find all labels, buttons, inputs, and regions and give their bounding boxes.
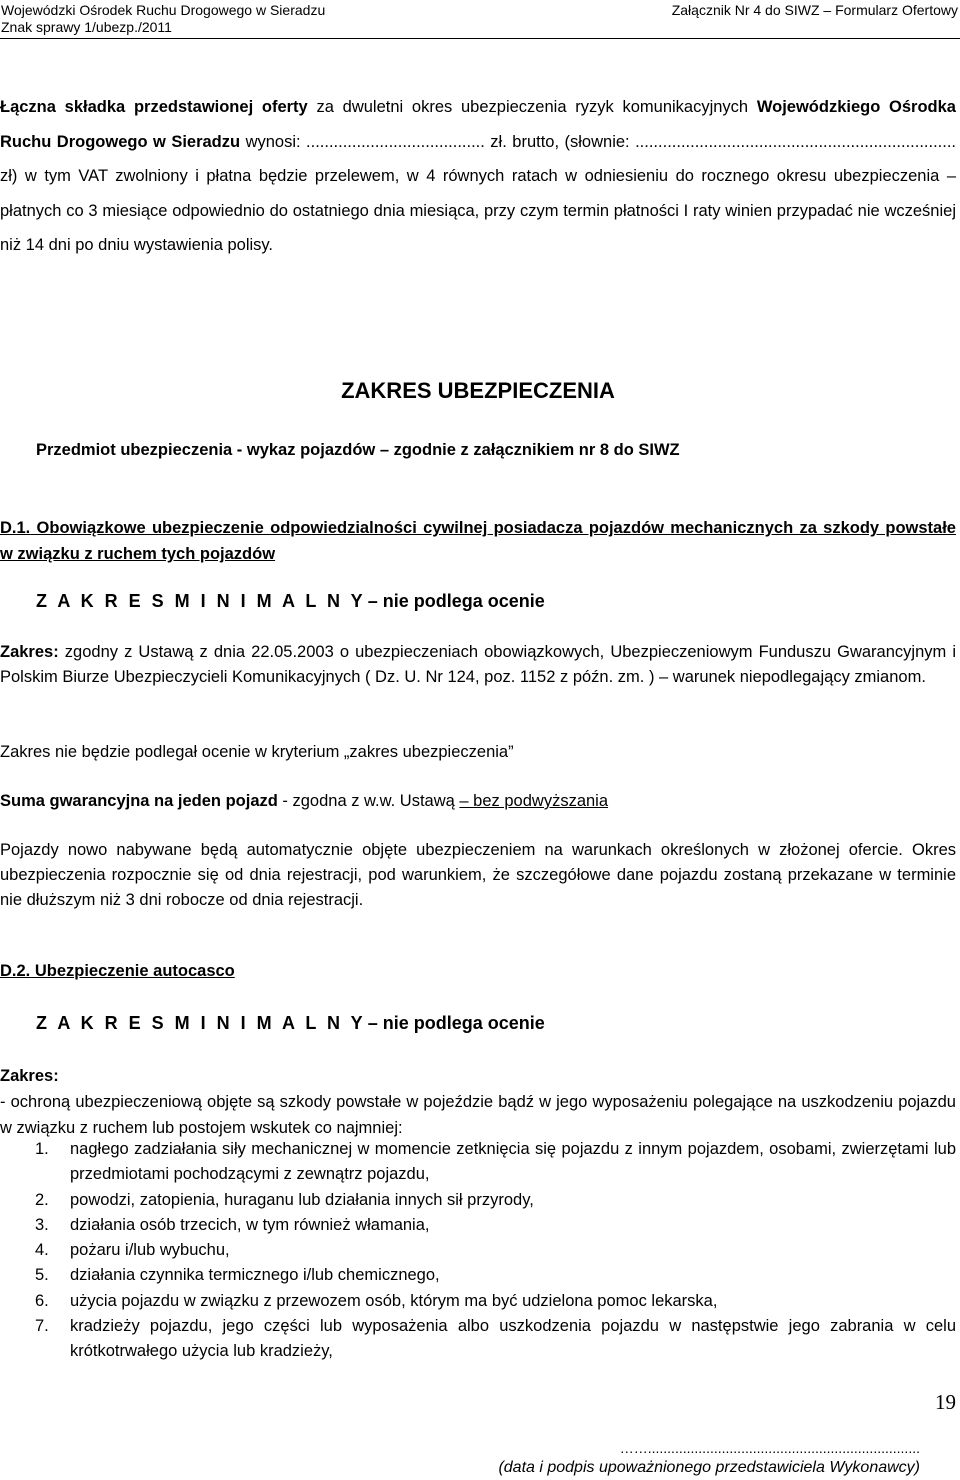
ac-zakres-block: [0, 1063, 956, 1141]
list-item: [0, 1213, 956, 1238]
list-item-number: 4.: [35, 1241, 49, 1260]
list-item-number: 7.: [35, 1317, 49, 1336]
premium-text-2: wynosi: ....................................... zł. brutto, (słownie: ...................................................................... zł) w tym VAT zwolniony i płatna będzie przelewem, w 4 równych ratach w odniesieniu do rocznego okresu ubezpieczenia – płatnych co 3 miesiące odpowiednio do ostatniego dnia miesiąca, przy czym termin płatności I raty winien przypadać nie wcześniej niż 14 dni po dniu wystawienia polisy.: [0, 132, 956, 255]
oc-zakres-paragraph: [0, 640, 956, 690]
list-item: [0, 1289, 956, 1314]
premium-org-name: Wojewódzkiego Ośrodka Ruchu Drogowego w Sieradzu: [0, 98, 956, 151]
oc-zakres-label: Zakres:: [0, 643, 59, 661]
sum-insured-label: Suma gwarancyjna na jeden pojazd: [0, 792, 278, 810]
premium-paragraph: [0, 90, 956, 263]
list-item-text: kradzieży pojazdu, jego części lub wyposażenia albo uszkodzenia pojazdu w następstwie jego zabrania w celu krótkotrwałego użycia lub kradzieży,: [70, 1317, 956, 1361]
zakres-minimalny-rest-ac: – nie podlega ocenie: [362, 1013, 545, 1033]
list-item: [0, 1188, 956, 1213]
sum-insured-no-increase: – bez podwyższania: [459, 792, 609, 810]
zakres-minimalny-ac: [36, 1013, 545, 1034]
d1-heading: [0, 515, 956, 567]
signature-line: ……......................................................................: [619, 1440, 920, 1456]
oc-no-evaluation-note: Zakres nie będzie podlegał ocenie w kryterium „zakres ubezpieczenia”: [0, 743, 514, 761]
signature-caption: (data i podpis upoważnionego przedstawiciela Wykonawcy): [498, 1459, 920, 1476]
d1-text: Obowiązkowe ubezpieczenie odpowiedzialności cywilnej posiadacza pojazdów mechanicznych za szkody powstałe w związku z ruchem tych pojazdów: [0, 519, 956, 563]
zakres-minimalny-spaced: Z A K R E S M I N I M A L N Y: [36, 591, 363, 611]
sum-insured-text: - zgodna z w.w. Ustawą: [277, 792, 460, 810]
oc-zakres-text: zgodny z Ustawą z dnia 22.05.2003 o ubezpieczeniach obowiązkowych, Ubezpieczeniowym Funduszu Gwarancyjnym i Polskim Biurze Ubezpieczycieli Komunikacyjnych ( Dz. U. Nr 124, poz. 1152 z późn. zm. ) – warunek niepodlegający zmianom.: [0, 643, 956, 686]
zakres-minimalny-spaced-ac: Z A K R E S M I N I M A L N Y: [36, 1013, 363, 1033]
list-item-text: działania osób trzecich, w tym również włamania,: [70, 1215, 430, 1234]
list-item-number: 5.: [35, 1266, 49, 1285]
d2-heading: [0, 962, 956, 981]
list-item-text: nagłego zadziałania siły mechanicznej w momencie zetknięcia się pojazdu z innym pojazdem, osobami, zwierzętami lub przedmiotami pochodzącymi z zewnątrz pojazdu,: [70, 1140, 956, 1184]
header-institution: Wojewódzki Ośrodek Ruchu Drogowego w Sieradzu: [1, 2, 326, 18]
d2-label: D.2.: [0, 962, 31, 980]
page-number: 19: [935, 1390, 956, 1414]
premium-label: Łączna składka przedstawionej oferty: [0, 98, 308, 116]
header-attachment: Załącznik Nr 4 do SIWZ – Formularz Ofertowy: [671, 2, 958, 18]
list-item: [0, 1137, 956, 1188]
list-item-number: 3.: [35, 1215, 49, 1234]
list-item: [0, 1238, 956, 1263]
zakres-minimalny-oc: [36, 591, 545, 612]
ac-risk-list: [0, 1137, 956, 1365]
list-item: [0, 1314, 956, 1365]
ac-zakres-intro: - ochroną ubezpieczeniową objęte są szkody powstałe w pojeździe bądź w jego wyposażeniu polegające na uszkodzeniu pojazdu w związku z ruchem lub postojem wskutek co najmniej:: [0, 1093, 956, 1137]
new-vehicles-paragraph: Pojazdy nowo nabywane będą automatycznie objęte ubezpieczeniem na warunkach określonych w złożonej ofercie. Okres ubezpieczenia rozpocznie się od dnia rejestracji, pod warunkiem, że szczegółowe dane pojazdu zostaną przekazane w terminie nie dłuższym niż 3 dni robocze od dnia rejestracji.: [0, 841, 956, 909]
list-item-text: pożaru i/lub wybuchu,: [70, 1241, 230, 1260]
list-item-number: 1.: [35, 1140, 49, 1158]
header-divider: [0, 38, 960, 39]
zakres-minimalny-rest: – nie podlega ocenie: [362, 591, 545, 611]
list-item: [0, 1263, 956, 1288]
page-header-right: [672, 2, 958, 19]
ac-zakres-label: Zakres:: [0, 1067, 59, 1085]
d1-label: D.1.: [0, 519, 31, 537]
section-title: ZAKRES UBEZPIECZENIA: [341, 378, 615, 403]
header-case-number: Znak sprawy 1/ubezp./2011: [1, 19, 172, 35]
list-item-text: działania czynnika termicznego i/lub chemicznego,: [70, 1266, 440, 1285]
section-subtitle: Przedmiot ubezpieczenia - wykaz pojazdów – zgodnie z załącznikiem nr 8 do SIWZ: [36, 441, 680, 459]
oc-sum-insured: [0, 789, 956, 814]
page-header-left: [1, 2, 325, 36]
premium-text-1: za dwuletni okres ubezpieczenia ryzyk komunikacyjnych: [307, 98, 757, 116]
list-item-number: 6.: [35, 1291, 49, 1310]
d2-text: Ubezpieczenie autocasco: [30, 962, 235, 980]
list-item-text: użycia pojazdu w związku z przewozem osób, którym ma być udzielona pomoc lekarska,: [70, 1291, 718, 1310]
list-item-number: 2.: [35, 1190, 49, 1209]
list-item-text: powodzi, zatopienia, huraganu lub działania innych sił przyrody,: [70, 1190, 534, 1209]
